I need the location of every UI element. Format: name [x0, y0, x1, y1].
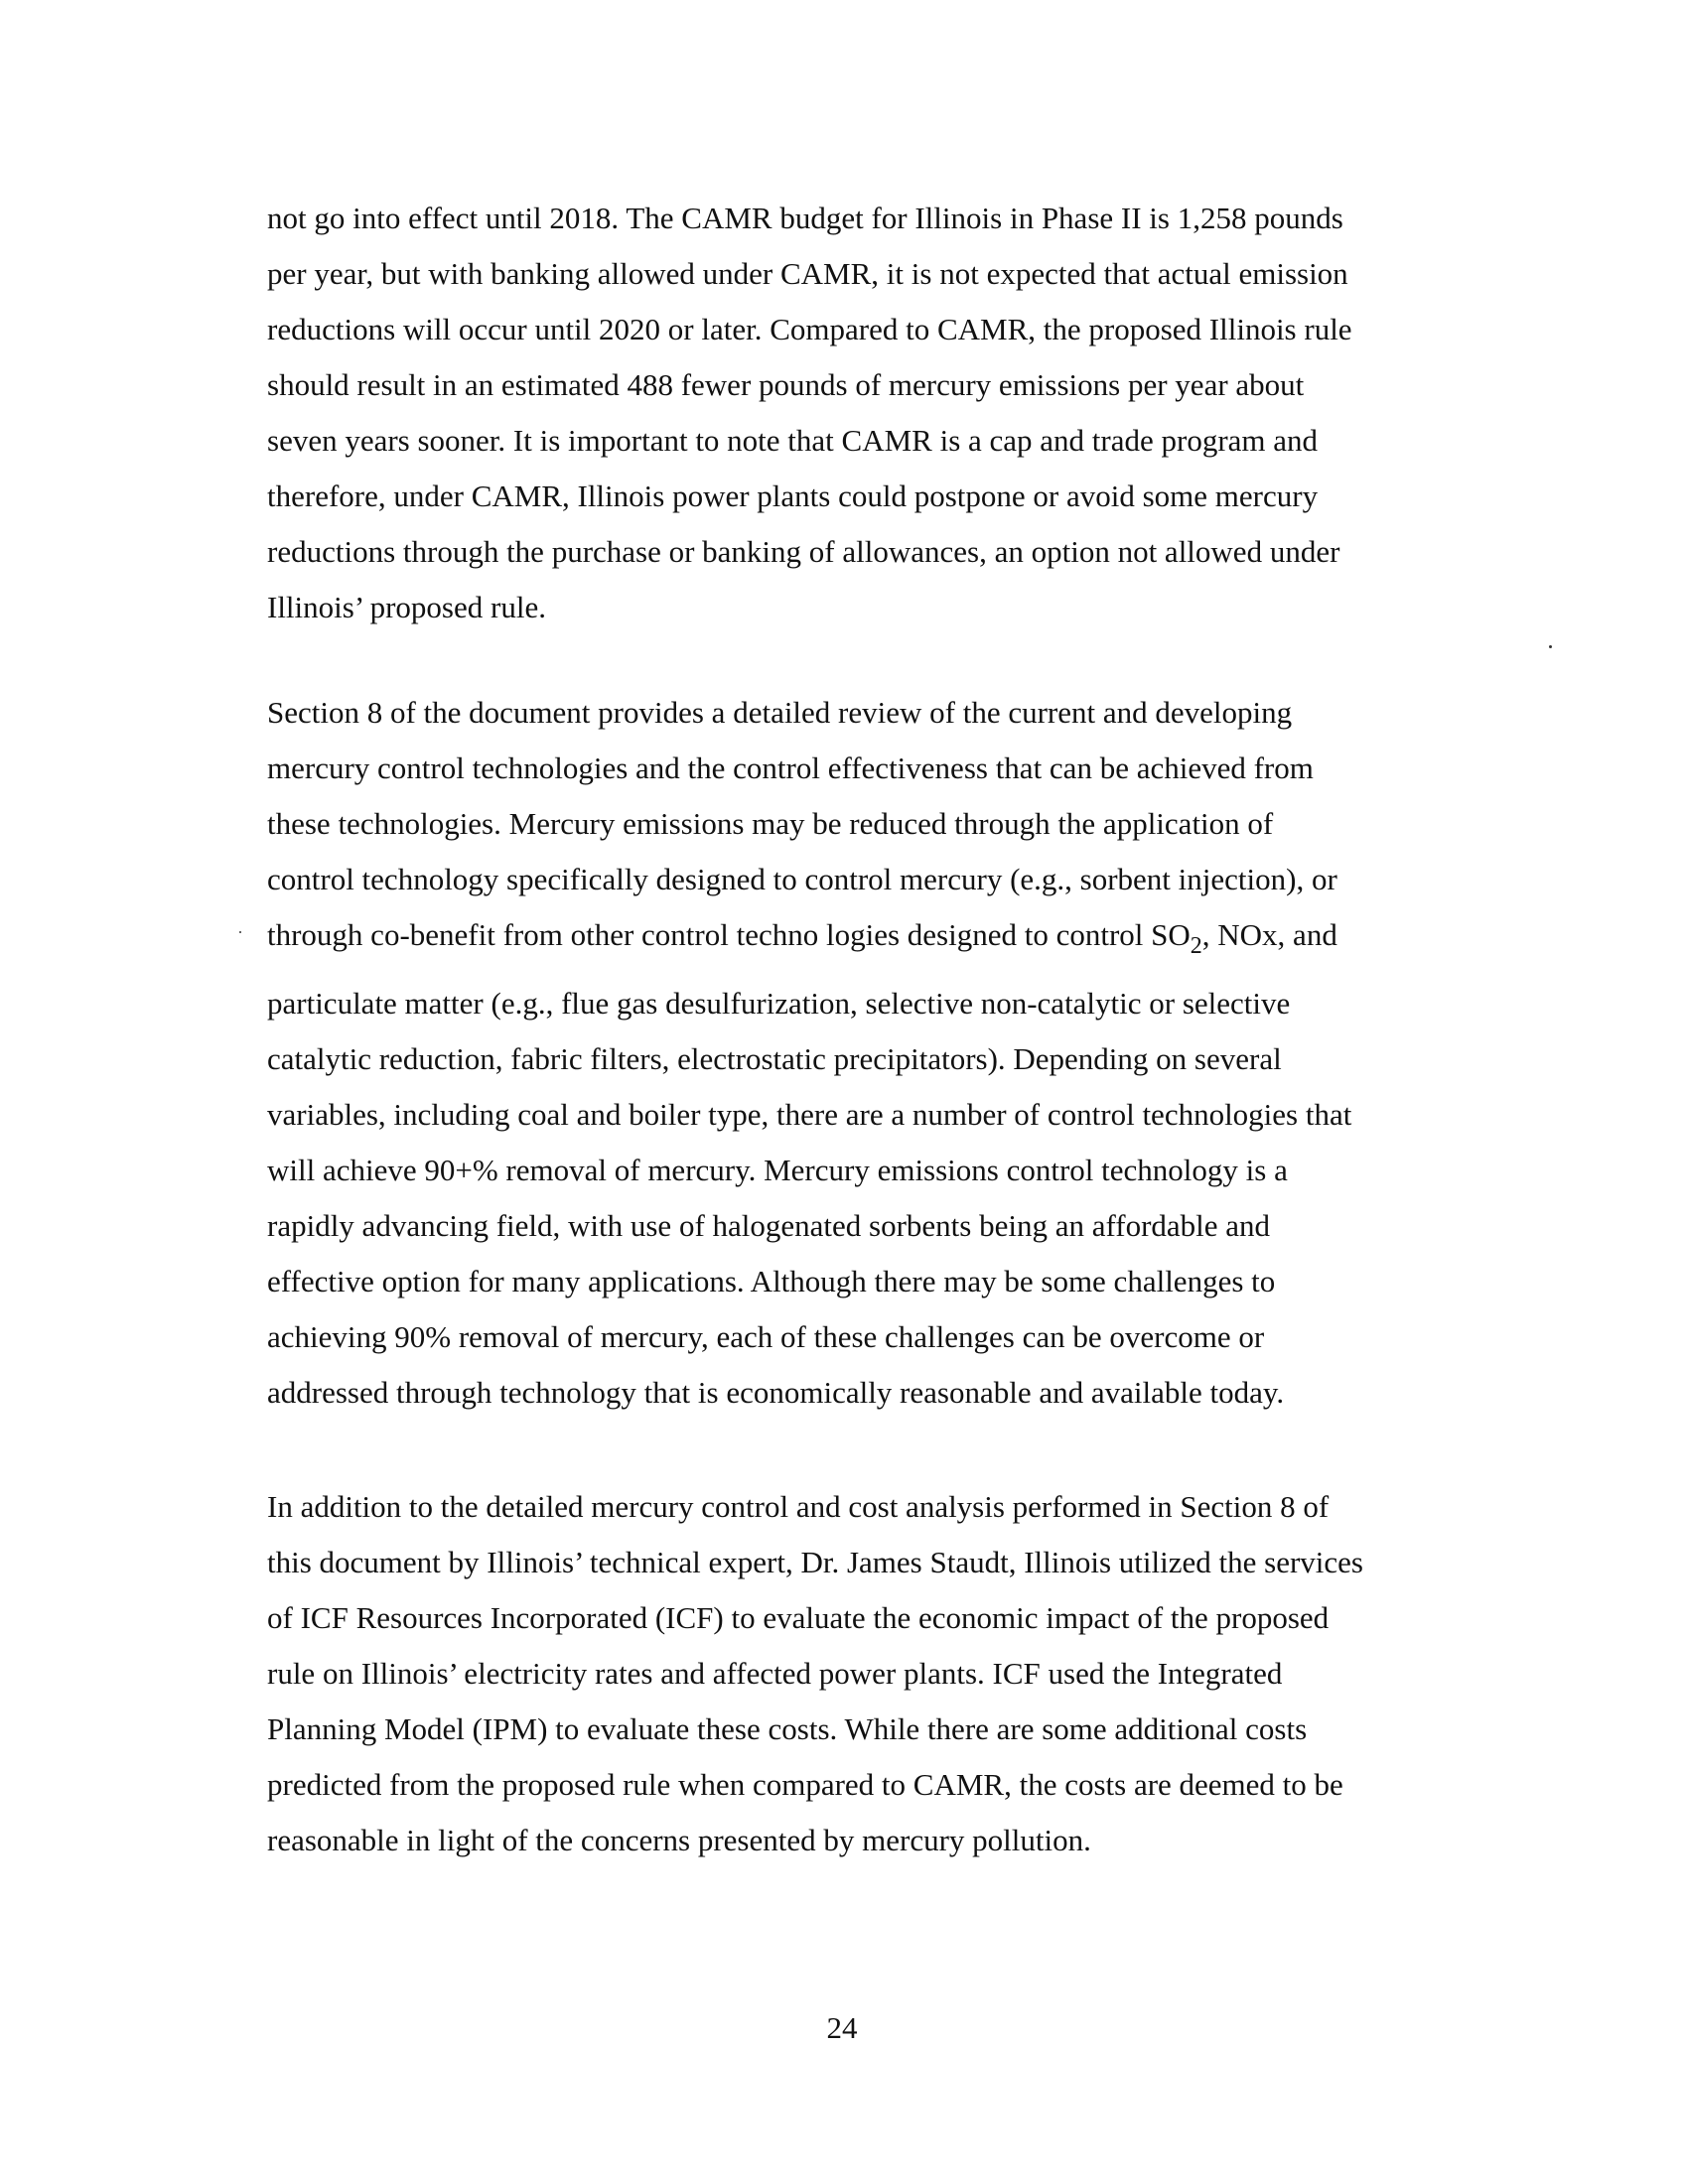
text-line: variables, including coal and boiler type, there are a number of control technologies that — [267, 1097, 1352, 1132]
text-line: addressed through technology that is economically reasonable and available today. — [267, 1375, 1285, 1410]
text-line: per year, but with banking allowed under CAMR, it is not expected that actual emission — [267, 256, 1348, 291]
text-line: Illinois’ proposed rule. — [267, 590, 546, 624]
text-line: reductions through the purchase or banking of allowances, an option not allowed under — [267, 534, 1340, 569]
text-fragment: through co-benefit from other control techno logies designed to control SO — [267, 917, 1191, 952]
page-number: 24 — [826, 2010, 858, 2045]
text-line: this document by Illinois’ technical expert, Dr. James Staudt, Illinois utilized the services — [267, 1545, 1363, 1579]
text-line: catalytic reduction, fabric filters, electrostatic precipitators). Depending on several — [267, 1041, 1282, 1076]
text-line: particulate matter (e.g., flue gas desulfurization, selective non-catalytic or selective — [267, 986, 1291, 1021]
text-line: Planning Model (IPM) to evaluate these costs. While there are some additional costs — [267, 1711, 1308, 1746]
so2-subscript: 2 — [1190, 933, 1202, 959]
scan-speck — [239, 931, 241, 933]
text-line: effective option for many applications. Although there may be some challenges to — [267, 1264, 1276, 1298]
text-line: will achieve 90+% removal of mercury. Mercury emissions control technology is a — [267, 1153, 1288, 1187]
paragraph-camr-comparison — [267, 191, 1429, 635]
text-line: control technology specifically designed to control mercury (e.g., sorbent injection), or — [267, 862, 1337, 896]
scan-speck — [1549, 645, 1552, 648]
text-line: should result in an estimated 488 fewer pounds of mercury emissions per year about — [267, 367, 1305, 402]
text-line: In addition to the detailed mercury control and cost analysis performed in Section 8 of — [267, 1489, 1330, 1524]
text-line: seven years sooner. It is important to note that CAMR is a cap and trade program and — [267, 423, 1319, 458]
text-line: reasonable in light of the concerns presented by mercury pollution. — [267, 1823, 1091, 1857]
text-line: predicted from the proposed rule when compared to CAMR, the costs are deemed to be — [267, 1767, 1343, 1802]
text-fragment: , NOx, and — [1201, 917, 1337, 952]
text-line: of ICF Resources Incorporated (ICF) to evaluate the economic impact of the proposed — [267, 1600, 1330, 1635]
text-line: reductions will occur until 2020 or later. Compared to CAMR, the proposed Illinois rule — [267, 312, 1352, 346]
text-line-with-subscript — [267, 907, 1429, 976]
paragraph-control-technologies — [267, 685, 1429, 1421]
text-line: rapidly advancing field, with use of halogenated sorbents being an affordable and — [267, 1208, 1271, 1243]
text-line: rule on Illinois’ electricity rates and affected power plants. ICF used the Integrated — [267, 1656, 1283, 1691]
text-line: these technologies. Mercury emissions may be reduced through the application of — [267, 806, 1274, 841]
text-line: not go into effect until 2018. The CAMR budget for Illinois in Phase II is 1,258 pounds — [267, 201, 1343, 235]
text-line: mercury control technologies and the control effectiveness that can be achieved from — [267, 751, 1314, 785]
paragraph-economic-impact — [267, 1479, 1429, 1868]
text-line: Section 8 of the document provides a detailed review of the current and developing — [267, 695, 1293, 730]
text-line: therefore, under CAMR, Illinois power plants could postpone or avoid some mercury — [267, 478, 1319, 513]
text-line: achieving 90% removal of mercury, each of these challenges can be overcome or — [267, 1319, 1265, 1354]
